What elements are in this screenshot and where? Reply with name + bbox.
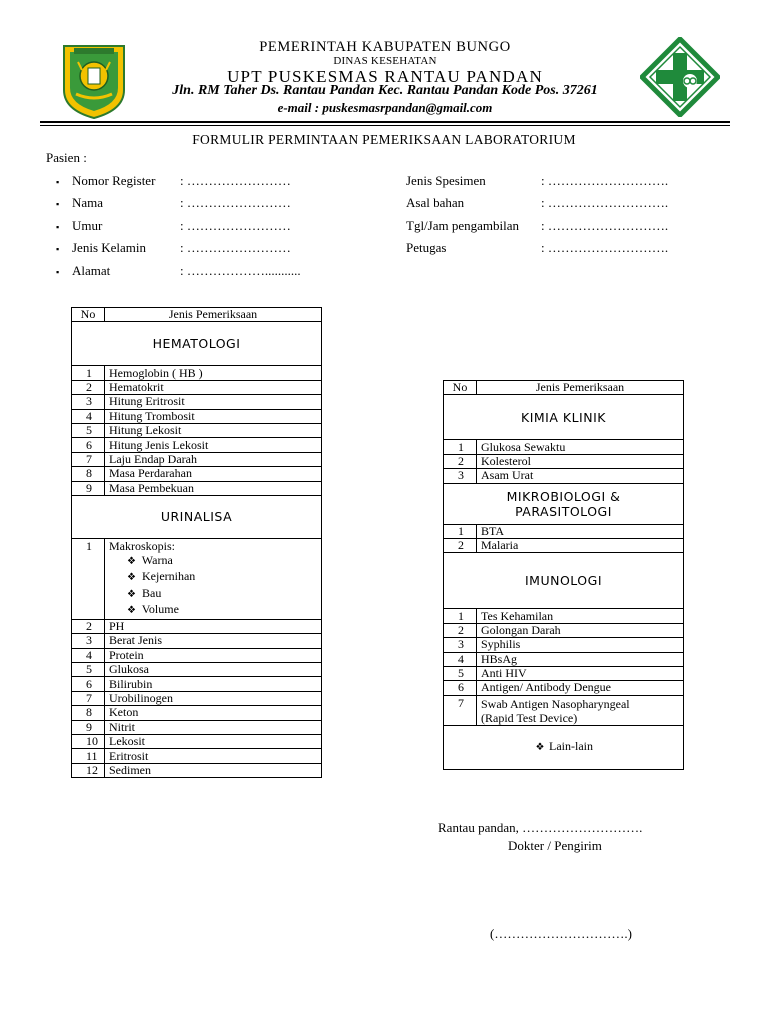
exam-name: Kolesterol xyxy=(477,454,684,468)
row-no: 6 xyxy=(72,677,105,691)
exam-name: Antigen/ Antibody Dengue xyxy=(477,681,684,695)
makroskopis-label: Makroskopis: xyxy=(109,538,175,553)
field-label-address: Alamat xyxy=(72,263,111,278)
field-value-register[interactable]: : …………………… xyxy=(180,173,291,188)
row-no: 4 xyxy=(72,648,105,662)
table-row-lain-lain[interactable] xyxy=(444,725,684,769)
signature-name-line[interactable]: (………………………….) xyxy=(490,926,632,941)
row-no: 6 xyxy=(72,438,105,452)
section-title-mikro xyxy=(444,483,684,524)
table-row[interactable] xyxy=(72,763,322,777)
field-label-officer: Petugas xyxy=(406,240,447,255)
bullet-icon: ▪ xyxy=(56,267,60,277)
row-no: 1 xyxy=(444,609,477,623)
field-value-collection-time[interactable]: : ………………………. xyxy=(541,218,669,233)
exam-name: Glukosa xyxy=(105,663,322,677)
section-row-urinalisa xyxy=(72,495,322,538)
row-no: 1 xyxy=(444,440,477,454)
table-row[interactable] xyxy=(72,691,322,705)
exam-table-right xyxy=(443,380,684,770)
signature-place-date[interactable]: Rantau pandan, ………………………. xyxy=(438,820,643,835)
swab-line2: (Rapid Test Device) xyxy=(481,710,578,725)
exam-name: Keton xyxy=(105,706,322,720)
diamond-bullet-icon: ❖ xyxy=(535,742,545,754)
table-row[interactable] xyxy=(72,735,322,749)
row-no: 2 xyxy=(444,454,477,468)
table-row[interactable] xyxy=(72,720,322,734)
exam-name: Masa Perdarahan xyxy=(105,467,322,481)
row-no: 5 xyxy=(72,423,105,437)
makro-item: Kejernihan xyxy=(142,569,196,584)
row-no: 5 xyxy=(72,663,105,677)
header-institution: UPT PUSKESMAS RANTAU PANDAN xyxy=(227,67,543,86)
row-no: 5 xyxy=(444,666,477,680)
row-no: 9 xyxy=(72,481,105,495)
bullet-icon: ▪ xyxy=(56,177,60,187)
row-no: 7 xyxy=(444,695,477,725)
field-value-age[interactable]: : …………………… xyxy=(180,218,291,233)
diamond-bullet-icon: ❖ xyxy=(127,572,136,584)
table-row[interactable] xyxy=(444,681,684,695)
table-row[interactable] xyxy=(444,609,684,623)
table-row[interactable] xyxy=(444,454,684,468)
table-row[interactable] xyxy=(72,648,322,662)
table-row[interactable] xyxy=(72,423,322,437)
exam-name: Golongan Darah xyxy=(477,623,684,637)
field-value-source[interactable]: : ………………………. xyxy=(541,195,669,210)
exam-name: Berat Jenis xyxy=(105,634,322,648)
exam-name: Nitrit xyxy=(105,720,322,734)
table-row[interactable] xyxy=(72,452,322,466)
field-value-address[interactable]: : ………………........... xyxy=(180,263,301,278)
table-row[interactable] xyxy=(72,366,322,380)
row-no: 2 xyxy=(72,619,105,633)
field-label-age: Umur xyxy=(72,218,103,233)
table-row[interactable] xyxy=(444,469,684,483)
bullet-icon: ▪ xyxy=(56,244,60,254)
exam-name: PH xyxy=(105,619,322,633)
exam-name: Hematokrit xyxy=(105,380,322,394)
row-no: 3 xyxy=(72,634,105,648)
table-row[interactable] xyxy=(444,524,684,538)
lain-lain-cell xyxy=(444,725,684,769)
exam-name: BTA xyxy=(477,524,684,538)
col-header-no: No xyxy=(444,381,477,395)
exam-name: Anti HIV xyxy=(477,666,684,680)
section-row-imunologi xyxy=(444,553,684,609)
exam-name: Hemoglobin ( HB ) xyxy=(105,366,322,380)
exam-name: Hitung Lekosit xyxy=(105,423,322,437)
exam-name: Malaria xyxy=(477,538,684,552)
table-row[interactable] xyxy=(72,380,322,394)
section-row-mikro xyxy=(444,483,684,524)
diamond-bullet-icon: ❖ xyxy=(127,605,136,617)
table-row[interactable] xyxy=(72,619,322,633)
field-label-source: Asal bahan xyxy=(406,195,465,210)
table-row[interactable] xyxy=(72,634,322,648)
field-label-register: Nomor Register xyxy=(72,173,156,188)
table-row[interactable] xyxy=(444,666,684,680)
row-no: 10 xyxy=(72,735,105,749)
field-value-gender[interactable]: : …………………… xyxy=(180,240,291,255)
header-divider-thick xyxy=(40,121,730,123)
exam-name: Urobilinogen xyxy=(105,691,322,705)
row-no: 9 xyxy=(72,720,105,734)
exam-name: Hitung Trombosit xyxy=(105,409,322,423)
table-row[interactable] xyxy=(444,623,684,637)
exam-name: Sedimen xyxy=(105,763,322,777)
diamond-bullet-icon: ❖ xyxy=(127,555,136,567)
field-label-collection-time: Tgl/Jam pengambilan xyxy=(406,218,520,233)
row-no: 2 xyxy=(72,380,105,394)
exam-name: Laju Endap Darah xyxy=(105,452,322,466)
row-no: 3 xyxy=(444,638,477,652)
table-row[interactable] xyxy=(444,440,684,454)
header-department: DINAS KESEHATAN xyxy=(333,55,437,67)
signature-role: Dokter / Pengirim xyxy=(508,838,602,853)
col-header-exam: Jenis Pemeriksaan xyxy=(105,308,322,322)
section-title-imunologi: IMUNOLOGI xyxy=(444,553,684,609)
section-title-hematologi: HEMATOLOGI xyxy=(72,322,322,366)
col-header-no: No xyxy=(72,308,105,322)
exam-name: Protein xyxy=(105,648,322,662)
row-no: 4 xyxy=(72,409,105,423)
table-row[interactable] xyxy=(444,538,684,552)
field-label-name: Nama xyxy=(72,195,104,210)
exam-name: Hitung Eritrosit xyxy=(105,395,322,409)
section-row-hematologi xyxy=(72,322,322,366)
exam-name: Masa Pembekuan xyxy=(105,481,322,495)
row-no: 12 xyxy=(72,763,105,777)
kabupaten-bungo-crest-logo xyxy=(60,40,128,120)
table-row[interactable] xyxy=(72,749,322,763)
table-row[interactable] xyxy=(72,467,322,481)
exam-name: HBsAg xyxy=(477,652,684,666)
bullet-icon: ▪ xyxy=(56,222,60,232)
row-no: 2 xyxy=(444,623,477,637)
exam-name-swab xyxy=(477,695,684,725)
exam-name: Syphilis xyxy=(477,638,684,652)
header-address: Jln. RM Taher Ds. Rantau Pandan Kec. Rantau Pandan Kode Pos. 37261 xyxy=(172,83,598,98)
table-row[interactable] xyxy=(72,663,322,677)
row-no: 2 xyxy=(444,538,477,552)
bullet-icon: ▪ xyxy=(56,199,60,209)
header-divider-thin xyxy=(40,125,730,126)
table-row[interactable] xyxy=(72,438,322,452)
table-header-row xyxy=(444,381,684,395)
header-email: e-mail : puskesmasrpandan@gmail.com xyxy=(277,100,493,115)
row-no: 4 xyxy=(444,652,477,666)
makro-item: Volume xyxy=(141,602,179,617)
lain-lain-label: Lain-lain xyxy=(549,739,593,754)
section-title-urinalisa: URINALISA xyxy=(72,495,322,538)
puskesmas-cross-logo xyxy=(640,37,720,117)
section-title-mikro-line1: MIKROBIOLOGI & xyxy=(506,488,621,504)
field-label-specimen: Jenis Spesimen xyxy=(406,173,486,188)
field-value-specimen[interactable]: : ………………………. xyxy=(541,173,669,188)
row-no: 3 xyxy=(72,395,105,409)
row-no: 7 xyxy=(72,452,105,466)
table-row[interactable] xyxy=(444,652,684,666)
row-no: 7 xyxy=(72,691,105,705)
form-title: FORMULIR PERMINTAAN PEMERIKSAAN LABORATORIUM xyxy=(192,132,576,147)
makro-item: Warna xyxy=(141,552,173,567)
swab-line1: Swab Antigen Nasopharyngeal xyxy=(481,696,630,711)
exam-table-left xyxy=(71,307,322,778)
exam-name: Glukosa Sewaktu xyxy=(477,440,684,454)
row-no: 8 xyxy=(72,467,105,481)
table-row[interactable] xyxy=(72,395,322,409)
diamond-bullet-icon: ❖ xyxy=(127,588,136,600)
makro-item: Bau xyxy=(142,585,162,600)
header-government: PEMERINTAH KABUPATEN BUNGO xyxy=(259,39,511,55)
exam-name: Eritrosit xyxy=(105,749,322,763)
row-no: 1 xyxy=(72,538,105,619)
section-title-kimia: KIMIA KLINIK xyxy=(444,395,684,440)
table-row[interactable] xyxy=(72,481,322,495)
row-no: 8 xyxy=(72,706,105,720)
section-title-mikro-line2: PARASITOLOGI xyxy=(515,503,612,519)
section-row-kimia xyxy=(444,395,684,440)
row-no: 1 xyxy=(72,366,105,380)
exam-name: Hitung Jenis Lekosit xyxy=(105,438,322,452)
exam-name: Lekosit xyxy=(105,735,322,749)
row-no: 1 xyxy=(444,524,477,538)
field-value-officer[interactable]: : ………………………. xyxy=(541,240,669,255)
field-label-gender: Jenis Kelamin xyxy=(72,240,147,255)
row-no: 3 xyxy=(444,469,477,483)
col-header-exam: Jenis Pemeriksaan xyxy=(477,381,684,395)
table-row[interactable] xyxy=(444,638,684,652)
row-no: 6 xyxy=(444,681,477,695)
table-row-swab[interactable] xyxy=(444,695,684,725)
patient-label: Pasien : xyxy=(46,150,87,165)
field-value-name[interactable]: : …………………… xyxy=(180,195,291,210)
table-header-row xyxy=(72,308,322,322)
exam-name: Asam Urat xyxy=(477,469,684,483)
table-row[interactable] xyxy=(72,677,322,691)
table-row-makroskopis[interactable] xyxy=(72,538,322,619)
table-row[interactable] xyxy=(72,409,322,423)
row-no: 11 xyxy=(72,749,105,763)
exam-name: Bilirubin xyxy=(105,677,322,691)
table-row[interactable] xyxy=(72,706,322,720)
exam-name: Tes Kehamilan xyxy=(477,609,684,623)
